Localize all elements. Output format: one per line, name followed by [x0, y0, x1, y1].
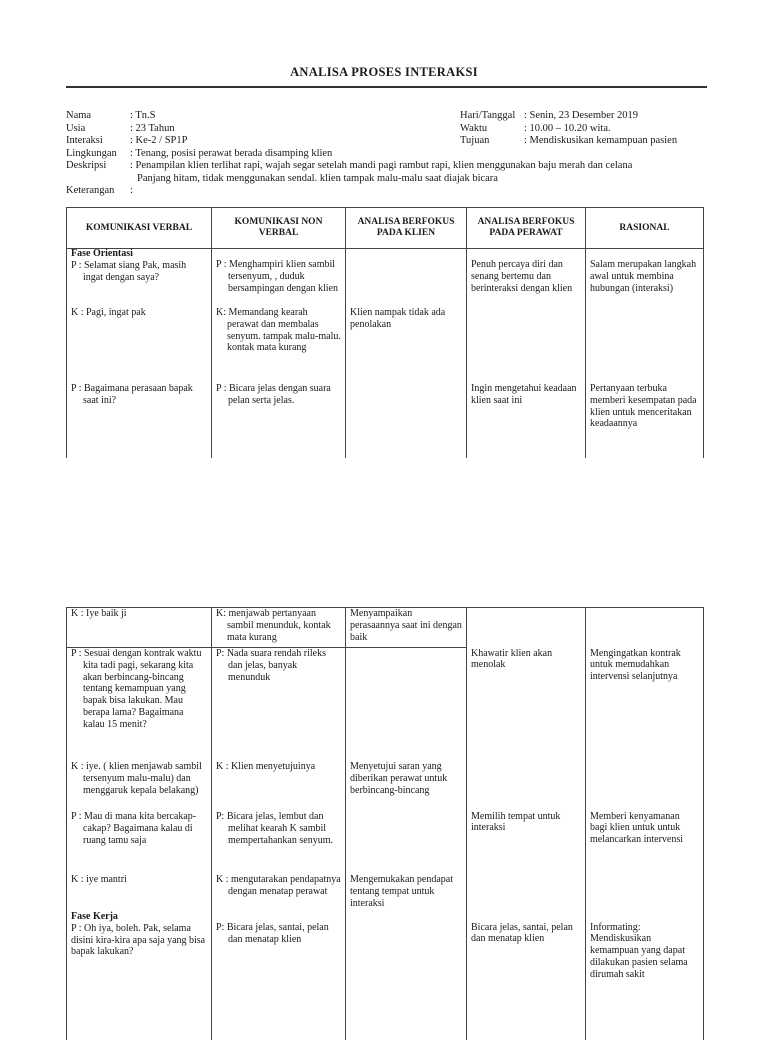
- header-rasional: RASIONAL: [586, 208, 704, 249]
- table-row: [67, 648, 704, 1040]
- interaksi-value: : Ke-2 / SP1P: [130, 135, 187, 148]
- klien-analysis-entry: Menyampaikan perasaannya saat ini dengan baik: [350, 608, 462, 643]
- rasional-entry: Mengingatkan kontrak untuk memudahkan intervensi selanjutnya: [590, 648, 699, 811]
- nama-value: : Tn.S: [130, 110, 155, 123]
- klien-analysis-cell: [346, 248, 467, 458]
- deskripsi-line-2: Panjang hitam, tidak menggunakan sendal. klien tampak malu-malu saat diajak bicara: [137, 173, 498, 186]
- verbal-entry: P : Bagaimana perasaan bapak saat ini?: [71, 383, 207, 407]
- header-analisa-klien: ANALISA BERFOKUS PADA KLIEN: [346, 208, 467, 249]
- nonverbal-entry: P : Menghampiri klien sambil tersenyum, , duduk bersampingan dengan klien: [216, 259, 341, 307]
- nonverbal-cell: [212, 248, 346, 458]
- header-komunikasi-non-verbal: KOMUNIKASI NON VERBAL: [212, 208, 346, 249]
- perawat-analysis-entry: Penuh percaya diri dan senang bertemu dan berinteraksi dengan klien: [471, 259, 581, 383]
- nonverbal-entry: P: Nada suara rendah rileks dan jelas, banyak menunduk: [216, 648, 341, 761]
- nonverbal-entry: P: Bicara jelas, santai, pelan dan menatap klien: [216, 922, 341, 946]
- perawat-analysis-cell: [467, 248, 586, 458]
- verbal-entry: K : iye mantri: [71, 874, 207, 911]
- analysis-table-header: [66, 207, 704, 249]
- verbal-entry: P : Mau di mana kita bercakap-cakap? Bagaimana kalau di ruang tamu saja: [71, 811, 207, 874]
- table-row: [67, 248, 704, 458]
- rasional-entry: Memberi kenyamanan bagi klien untuk untuk melancarkan intervensi: [590, 811, 699, 922]
- nonverbal-entry: K: Memandang kearah perawat dan membalas senyum. tampak malu-malu. kontak mata kurang: [216, 307, 341, 383]
- lingkungan-label: Lingkungan: [66, 148, 117, 161]
- waktu-label: Waktu: [460, 123, 487, 136]
- deskripsi-line-1: : Penampilan klien terlihat rapi, wajah segar setelah mandi pagi rambut rapi, klien menggunakan baju merah dan celana: [130, 160, 632, 173]
- verbal-entry: P : Sesuai dengan kontrak waktu kita tadi pagi, sekarang kita akan berbincang-bincang tentang kemampuan yang bapak bisa lakukan. Mau berapa lama? Bagaimana kalau 15 menit?: [71, 648, 207, 761]
- deskripsi-label: Deskripsi: [66, 160, 106, 173]
- nonverbal-entry: P: Bicara jelas, lembut dan melihat kearah K sambil mempertahankan senyum.: [216, 811, 341, 874]
- verbal-cell: [67, 608, 212, 648]
- nonverbal-entry: K : Klien menyetujuinya: [216, 761, 341, 811]
- keterangan-block: [66, 185, 114, 196]
- header-komunikasi-verbal: KOMUNIKASI VERBAL: [67, 208, 212, 249]
- perawat-analysis-cell: [467, 648, 586, 1040]
- klien-analysis-entry: Menyetujui saran yang diberikan perawat untuk berbincang-bincang: [350, 761, 462, 874]
- phase-label-orientasi: Fase Orientasi: [71, 248, 207, 260]
- perawat-analysis-cell: [467, 608, 586, 648]
- verbal-entry: P : Selamat siang Pak, masih ingat dengan saya?: [71, 260, 207, 307]
- nonverbal-cell: [212, 608, 346, 648]
- patient-info: [66, 110, 466, 160]
- rasional-cell: [586, 608, 704, 648]
- analysis-table-part-2: [66, 607, 704, 1040]
- perawat-analysis-entry: Ingin mengetahui keadaan klien saat ini: [471, 383, 581, 407]
- analysis-table-part-1: [66, 248, 704, 458]
- interaksi-label: Interaksi: [66, 135, 103, 148]
- verbal-entry: P : Oh iya, boleh. Pak, selama disini kira-kira apa saja yang bisa bapak lakukan?: [71, 923, 207, 958]
- rasional-entry: Salam merupakan langkah awal untuk membina hubungan (interaksi): [590, 259, 699, 383]
- header-analisa-perawat: ANALISA BERFOKUS PADA PERAWAT: [467, 208, 586, 249]
- document-title: ANALISA PROSES INTERAKSI: [0, 65, 768, 80]
- nonverbal-entry: P : Bicara jelas dengan suara pelan serta jelas.: [216, 383, 341, 407]
- verbal-cell: [67, 248, 212, 458]
- klien-analysis-entry: Klien nampak tidak ada penolakan: [350, 307, 462, 331]
- rasional-cell: [586, 648, 704, 1040]
- nama-label: Nama: [66, 110, 91, 123]
- klien-analysis-cell: [346, 608, 467, 648]
- verbal-entry: K : Pagi, ingat pak: [71, 307, 207, 383]
- nonverbal-entry: K : mengutarakan pendapatnya dengan menatap perawat: [216, 874, 341, 922]
- verbal-entry: K : Iye baik ji: [71, 608, 207, 620]
- rasional-cell: [586, 248, 704, 458]
- perawat-analysis-entry: Bicara jelas, santai, pelan dan menatap klien: [471, 922, 581, 946]
- tujuan-value: : Mendiskusikan kemampuan pasien: [524, 135, 677, 148]
- rasional-entry: Informating: Mendiskusikan kemampuan yang dapat dilakukan pasien selama dirumah sakit: [590, 922, 699, 981]
- perawat-analysis-entry: Memilih tempat untuk interaksi: [471, 811, 581, 922]
- hari-tanggal-label: Hari/Tanggal: [460, 110, 515, 123]
- klien-analysis-cell: [346, 648, 467, 1040]
- tujuan-label: Tujuan: [460, 135, 489, 148]
- perawat-analysis-entry: Khawatir klien akan menolak: [471, 648, 581, 811]
- table-row: [67, 608, 704, 648]
- nonverbal-cell: [212, 648, 346, 1040]
- klien-analysis-entry: Mengemukakan pendapat tentang tempat untuk interaksi: [350, 874, 462, 909]
- rasional-entry: Pertanyaan terbuka memberi kesempatan pada klien untuk menceritakan keadaannya: [590, 383, 699, 430]
- nonverbal-entry: K: menjawab pertanyaan sambil menunduk, kontak mata kurang: [216, 608, 341, 643]
- keterangan-value: :: [130, 185, 133, 196]
- lingkungan-value: : Tenang, posisi perawat berada disamping klien: [130, 148, 332, 161]
- keterangan-label: Keterangan: [66, 185, 114, 196]
- waktu-value: : 10.00 – 10.20 wita.: [524, 123, 611, 136]
- hari-tanggal-value: : Senin, 23 Desember 2019: [524, 110, 638, 123]
- verbal-cell: [67, 648, 212, 1040]
- usia-label: Usia: [66, 123, 85, 136]
- phase-label-kerja: Fase Kerja: [71, 911, 207, 923]
- usia-value: : 23 Tahun: [130, 123, 175, 136]
- title-underline: [66, 86, 707, 88]
- session-info: [460, 110, 720, 148]
- verbal-entry: K : iye. ( klien menjawab sambil tersenyum malu-malu) dan menggaruk kepala belakang): [71, 761, 207, 811]
